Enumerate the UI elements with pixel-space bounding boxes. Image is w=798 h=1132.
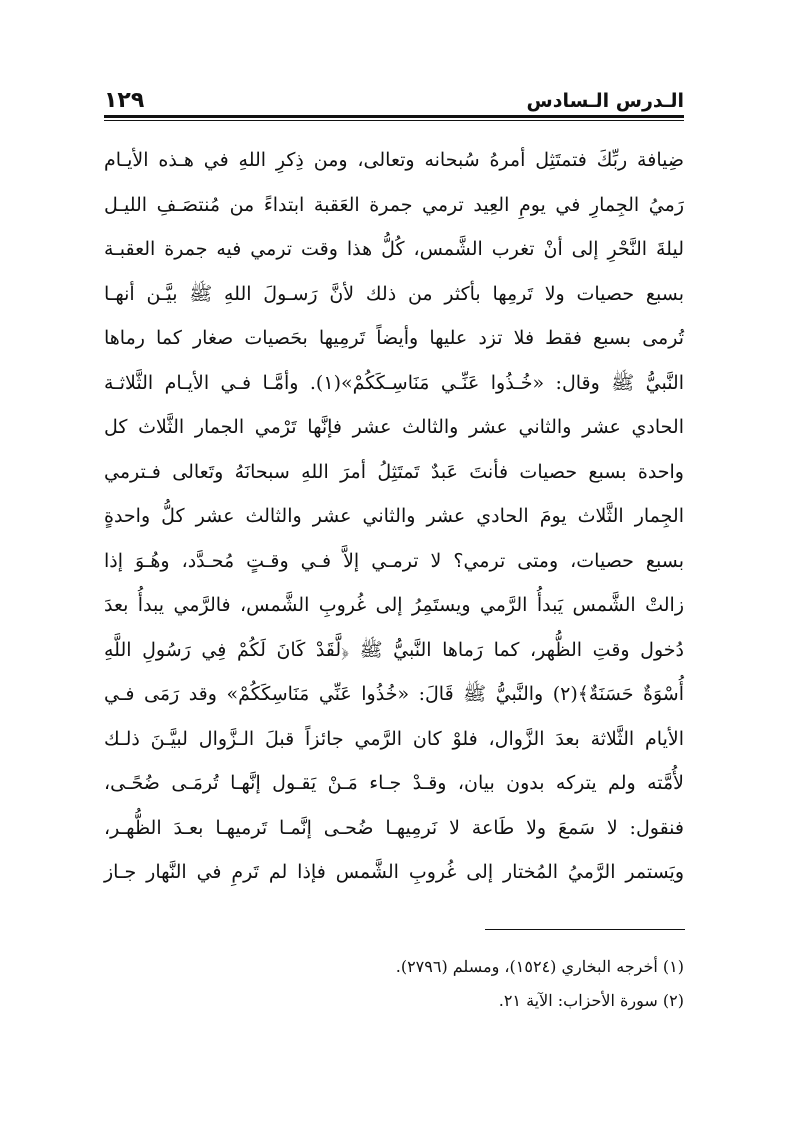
text-line: بسبع حصيات، ومتى ترمي؟ لا ترمـي إلاَّ فـي وقـتٍ مُحـدَّد، وهُـوَ إذا xyxy=(104,549,684,572)
text-line: الأيام الثَّلاثة بعدَ الزَّوال، فلوْ كان الرَّمي جائزاً قبلَ الـزَّوال لبيَّـنَ ذلـك xyxy=(104,727,684,750)
text-line: رَميُ الجِمارِ في يومِ العِيد ترمي جمرة العَقبة ابتداءً من مُنتصَـفِ الليـل xyxy=(104,193,684,216)
text-line: الجِمار الثَّلاث يومَ الحادي عشر والثاني عشر والثالث عشر كلُّ واحدةٍ xyxy=(104,505,684,527)
footnotes xyxy=(104,950,684,1018)
text-line: ويَستمر الرَّميُ المُختار إلى غُروبِ الشَّمس فإذا لم تَرمِ في النَّهار جـاز xyxy=(104,861,684,883)
text-line: واحدة بسبع حصيات فأنتَ عَبدٌ تَمتَثِلُ أمرَ اللهِ سبحانَهُ وتَعالى فـترمي xyxy=(104,460,684,483)
footnote-separator xyxy=(485,929,685,930)
footnote: (٢) سورة الأحزاب: الآية ٢١. xyxy=(498,991,684,1010)
text-line: الحادي عشر والثاني عشر والثالث عشر فإنَّها تَرْمي الجمار الثَّلاث كل xyxy=(104,416,684,438)
text-line: أُسْوَةٌ حَسَنَةٌ﴾(٢) والنَّبيُّ ﷺ قَالَ: «خُذُوا عَنِّي مَنَاسِكَكُمْ» وقد رَمَى فـي xyxy=(104,683,685,705)
text-line: فنقول: لا سَمعَ ولا طَاعة لا نَرمِيهـا ضُحـى إنَّمـا تَرميهـا بعـدَ الظُّهـر، xyxy=(104,816,684,839)
text-line: ليلةَ النَّحْرِ إلى أنْ تغرب الشَّمس، كُلُّ هذا وقت ترمي فيه جمرة العقبـة xyxy=(104,238,684,260)
text-line: دُخول وقتِ الظُّهر، كما رَماها النَّبيُّ ﷺ ﴿لَّقَدْ كَانَ لَكُمْ فِي رَسُولِ اللَّهِ xyxy=(104,638,684,661)
chapter-title: الـدرس الـسادس xyxy=(526,90,684,112)
page-number: ١٢٩ xyxy=(104,88,145,113)
text-line: تُرمى بسبع فقط فلا تزد عليها وأيضاً تَرمِيها بحَصيات صغار كما رماها xyxy=(104,327,684,349)
header-rule xyxy=(104,115,684,118)
header-rule-thin xyxy=(104,120,684,121)
body-text xyxy=(104,138,684,895)
text-line: بسبع حصيات ولا تَرمِها بأكثر من ذلك لأنَّ رَسـولَ اللهِ ﷺ بيَّـن أنهـا xyxy=(104,282,684,305)
footnote: (١) أخرجه البخاري (١٥٢٤)، ومسلم (٢٧٩٦). xyxy=(395,957,684,976)
text-line: زالتْ الشَّمس يَبدأُ الرَّمي ويستَمِرُ إلى غُروبِ الشَّمس، فالرَّمي يبدأُ بعدَ xyxy=(104,594,684,616)
text-line: ضِيافة ربِّكَ فتمتَثِل أمرهُ سُبحانه وتعالى، ومن ذِكرِ اللهِ في هـذه الأيـام xyxy=(104,149,684,171)
running-header xyxy=(104,88,684,114)
text-line: لأُمَّته ولم يتركه بدون بيان، وقـدْ جـاء مَـنْ يَقـول إنَّهـا تُرمَـى ضُحًـى، xyxy=(104,772,684,794)
text-line: النَّبيُّ ﷺ وقال: «خُـذُوا عَنِّـي مَنَاسِـكَكُمْ»(١). وأمَّـا فـي الأيـام الثَّلاثـة xyxy=(104,371,684,394)
